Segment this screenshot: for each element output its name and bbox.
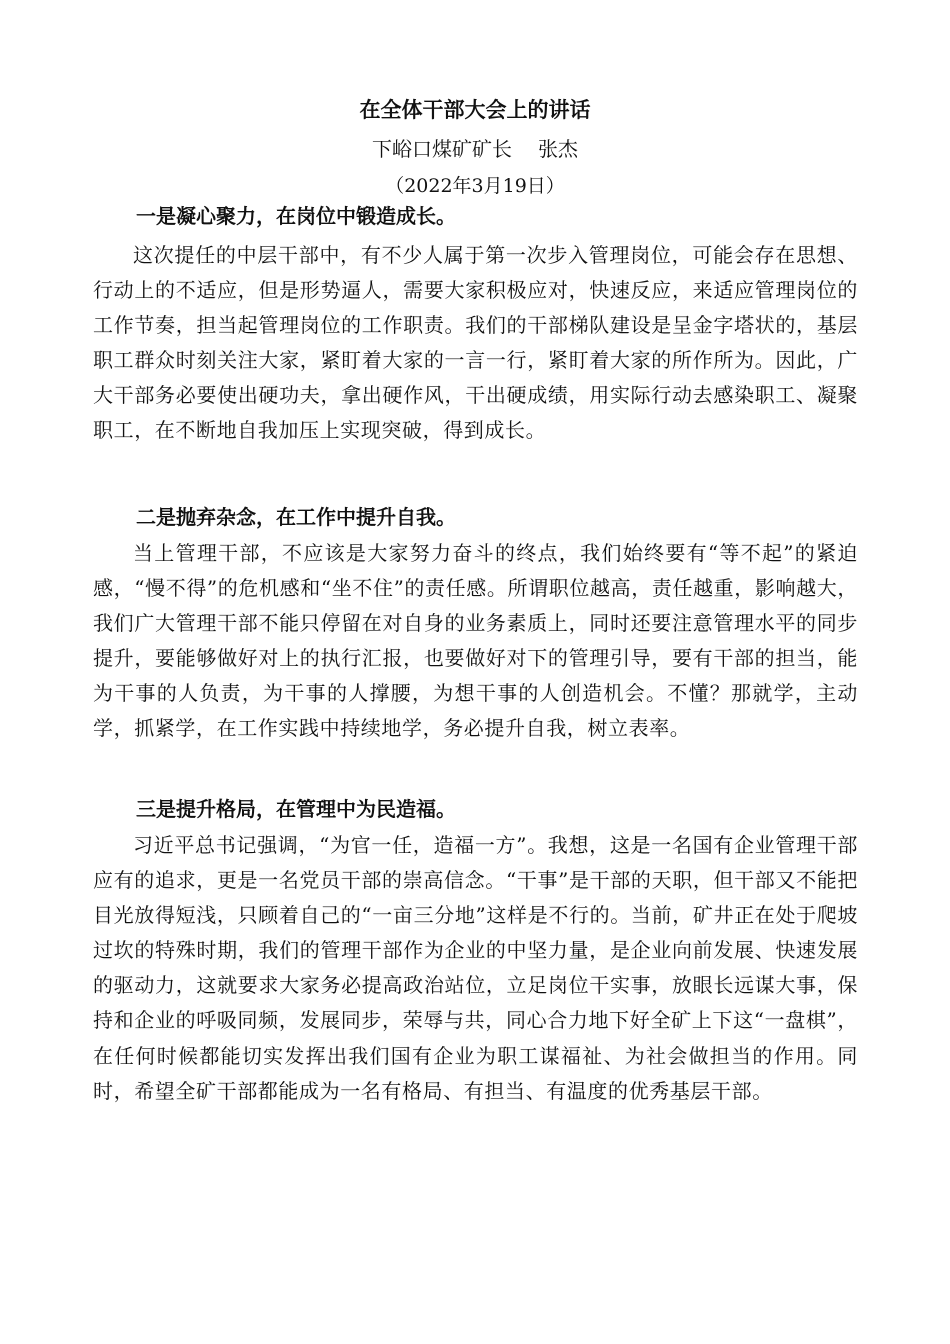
section-body-2 — [93, 536, 858, 747]
section-body-3 — [93, 828, 858, 1109]
author-name: 张杰 — [538, 137, 578, 161]
author-org: 下峪口煤矿矿长 — [372, 137, 512, 161]
section-body-1 — [93, 238, 858, 449]
speech-date: （2022年3月19日） — [385, 175, 565, 197]
document-title: 在全体干部大会上的讲话 — [359, 97, 591, 122]
section-paragraph-2: 当上管理干部，不应该是大家努力奋斗的终点，我们始终要有“等不起”的紧迫感，“慢不得”的危机感和“坐不住”的责任感。所谓职位越高，责任越重，影响越大，我们广大管理干部不能只停留在对自身的业务素质上，同时还要注意管理水平的同步提升，要能够做好对上的执行汇报，也要做好对下的管理引导，要有干部的担当，能为干事的人负责，为干事的人撑腰，为想干事的人创造机会。不懂？那就学，主动学，抓紧学，在工作实践中持续地学，务必提升自我，树立表率。 — [93, 541, 858, 741]
section-paragraph-3: 习近平总书记强调，“为官一任，造福一方”。我想，这是一名国有企业管理干部应有的追求，更是一名党员干部的崇高信念。“干事”是干部的天职，但干部又不能把目光放得短浅，只顾着自己的“一亩三分地”这样是不行的。当前，矿井正在处于爬坡过坎的特殊时期，我们的管理干部作为企业的中坚力量，是企业向前发展、快速发展的驱动力，这就要求大家务必提高政治站位，立足岗位干实事，放眼长远谋大事，保持和企业的呼吸同频，发展同步，荣辱与共，同心合力地下好全矿上下这“一盘棋”，在任何时候都能切实发挥出我们国有企业为职工谋福祉、为社会做担当的作用。同时，希望全矿干部都能成为一名有格局、有担当、有温度的优秀基层干部。 — [93, 833, 858, 1103]
section-paragraph-1: 这次提任的中层干部中，有不少人属于第一次步入管理岗位，可能会存在思想、行动上的不适应，但是形势逼人，需要大家积极应对，快速反应，来适应管理岗位的工作节奏，担当起管理岗位的工作职责。我们的干部梯队建设是呈金字塔状的，基层职工群众时刻关注大家，紧盯着大家的一言一行，紧盯着大家的所作所为。因此，广大干部务必要使出硬功夫，拿出硬作风，干出硬成绩，用实际行动去感染职工、凝聚职工，在不断地自我加压上实现突破，得到成长。 — [93, 243, 858, 443]
section-heading-3: 三是提升格局，在管理中为民造福。 — [136, 797, 456, 821]
section-heading-1: 一是凝心聚力，在岗位中锻造成长。 — [136, 204, 456, 228]
author-line — [0, 132, 950, 166]
section-heading-2: 二是抛弃杂念，在工作中提升自我。 — [136, 505, 456, 529]
